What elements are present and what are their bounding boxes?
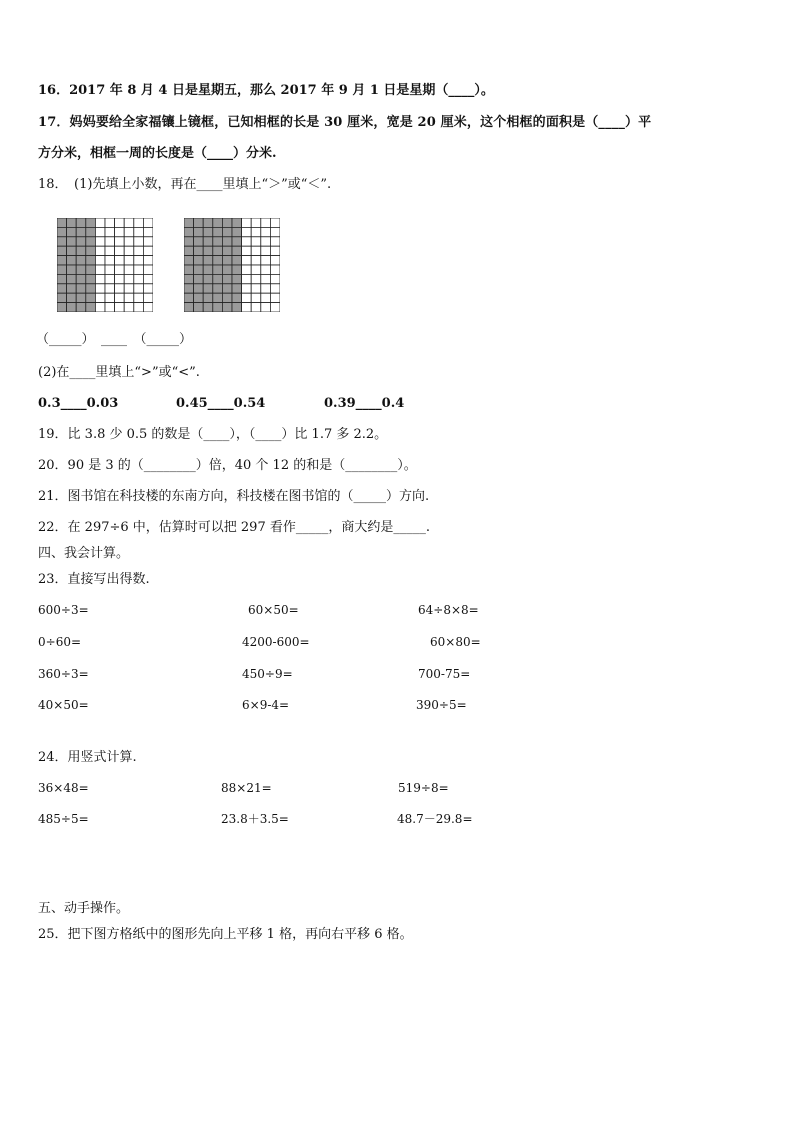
question-17-line-2: 方分米，相框一周的长度是（____）分米. xyxy=(38,146,277,161)
grid-cell-shaded xyxy=(86,237,96,246)
grid-cell-shaded xyxy=(184,246,194,255)
grid-cell xyxy=(143,303,153,312)
grid-cell xyxy=(105,227,115,236)
grid-cell xyxy=(261,227,271,236)
q23-item: 60×50= xyxy=(248,603,299,617)
grid-cell xyxy=(115,218,125,227)
grid-cell xyxy=(251,274,261,283)
grid-cell xyxy=(143,284,153,293)
grid-cell xyxy=(261,303,271,312)
grid-cell-shaded xyxy=(67,303,77,312)
grid-cell-shaded xyxy=(67,237,77,246)
grid-cell xyxy=(242,237,252,246)
grid-cell xyxy=(105,246,115,255)
grid-cell-shaded xyxy=(203,284,213,293)
grid-cell-shaded xyxy=(222,303,232,312)
grid-cell xyxy=(95,274,105,283)
grid-cell-shaded xyxy=(213,227,223,236)
grid-cell-shaded xyxy=(86,293,96,302)
grid-cell-shaded xyxy=(203,274,213,283)
grid-cell-shaded xyxy=(222,218,232,227)
grid-cell-shaded xyxy=(184,256,194,265)
grid-cell xyxy=(124,256,134,265)
grid-cell xyxy=(105,303,115,312)
grid-cell xyxy=(124,218,134,227)
grid-cell xyxy=(143,274,153,283)
grid-cell xyxy=(105,265,115,274)
grid-cell xyxy=(124,265,134,274)
grid-cell xyxy=(115,284,125,293)
grid-cell-shaded xyxy=(213,284,223,293)
grid-cell xyxy=(95,293,105,302)
grid-cell-shaded xyxy=(222,293,232,302)
grid-cell xyxy=(270,227,280,236)
grid-cell-shaded xyxy=(67,293,77,302)
grid-cell-shaded xyxy=(57,218,67,227)
grid-cell-shaded xyxy=(232,284,242,293)
grid-cell xyxy=(251,218,261,227)
grid-cell xyxy=(95,303,105,312)
q23-item: 64÷8×8= xyxy=(418,603,479,617)
grid-cell-shaded xyxy=(67,284,77,293)
question-20: 20．90 是 3 的（________）倍，40 个 12 的和是（________）。 xyxy=(38,458,417,473)
section-5-heading: 五、动手操作。 xyxy=(38,901,130,916)
grid-cell-shaded xyxy=(184,284,194,293)
grid-cell xyxy=(134,293,144,302)
grid-cell-shaded xyxy=(222,246,232,255)
grid-cell-shaded xyxy=(232,293,242,302)
grid-cell xyxy=(105,293,115,302)
grid-cell xyxy=(124,227,134,236)
grid-cell-shaded xyxy=(213,218,223,227)
grid-cell-shaded xyxy=(184,303,194,312)
grid-cell xyxy=(124,246,134,255)
grid-cell-shaded xyxy=(232,237,242,246)
grid-cell xyxy=(95,237,105,246)
grid-cell xyxy=(270,237,280,246)
grid-cell xyxy=(261,256,271,265)
q24-item: 88×21= xyxy=(221,781,272,795)
question-25: 25．把下图方格纸中的图形先向上平移 1 格，再向右平移 6 格。 xyxy=(38,927,413,942)
grid-cell-shaded xyxy=(86,265,96,274)
grid-cell-shaded xyxy=(203,293,213,302)
grid-cell xyxy=(124,237,134,246)
grid-cell-shaded xyxy=(57,303,67,312)
grid-cell-shaded xyxy=(76,303,86,312)
grid-cell-shaded xyxy=(232,303,242,312)
grid-cell xyxy=(105,284,115,293)
grid-cell-shaded xyxy=(67,227,77,236)
grid-cell-shaded xyxy=(57,284,67,293)
grid-cell xyxy=(143,256,153,265)
grid-cell xyxy=(143,227,153,236)
grid-cell-shaded xyxy=(76,218,86,227)
grid-cell-shaded xyxy=(203,246,213,255)
grid-cell-shaded xyxy=(194,293,204,302)
grid-cell-shaded xyxy=(184,218,194,227)
grid-cell xyxy=(242,293,252,302)
grid-cell xyxy=(115,237,125,246)
grid-cell-shaded xyxy=(232,265,242,274)
grid-cell-shaded xyxy=(232,274,242,283)
grid-cell xyxy=(242,274,252,283)
grid-cell-shaded xyxy=(213,303,223,312)
grid-cell xyxy=(251,246,261,255)
grid-cell xyxy=(261,293,271,302)
grid-cell-shaded xyxy=(57,265,67,274)
q23-item: 4200-600= xyxy=(242,635,310,649)
grid-cell xyxy=(115,265,125,274)
comparison-1: 0.3____0.03 xyxy=(38,396,119,411)
grid-cell-shaded xyxy=(194,274,204,283)
grid-cell-shaded xyxy=(194,246,204,255)
grid-cell-shaded xyxy=(86,227,96,236)
grid-cell-shaded xyxy=(57,227,67,236)
question-19: 19．比 3.8 少 0.5 的数是（____），（____）比 1.7 多 2.2。 xyxy=(38,427,388,442)
grid-cell-shaded xyxy=(67,274,77,283)
grid-cell-shaded xyxy=(232,218,242,227)
section-4-heading: 四、我会计算。 xyxy=(38,546,130,561)
q24-item: 485÷5= xyxy=(38,812,89,826)
grid-cell-shaded xyxy=(86,246,96,255)
grid-cell-shaded xyxy=(222,256,232,265)
grid-cell-shaded xyxy=(232,246,242,255)
grid-cell xyxy=(251,227,261,236)
grid-cell xyxy=(124,284,134,293)
grid-cell xyxy=(242,256,252,265)
grid-cell-shaded xyxy=(213,274,223,283)
grid-cell xyxy=(270,293,280,302)
grid-cell xyxy=(105,274,115,283)
q24-item: 36×48= xyxy=(38,781,89,795)
grid-cell-shaded xyxy=(194,256,204,265)
q24-item: 48.7－29.8= xyxy=(397,812,473,826)
grid-cell-shaded xyxy=(67,246,77,255)
question-23-title: 23．直接写出得数. xyxy=(38,572,150,587)
grid-cell xyxy=(261,265,271,274)
grid-cell-shaded xyxy=(86,284,96,293)
q23-item: 360÷3= xyxy=(38,667,89,681)
comparison-3: 0.39____0.4 xyxy=(324,396,405,411)
question-22: 22．在 297÷6 中，估算时可以把 297 看作_____，商大约是_____. xyxy=(38,520,430,535)
grid-cell xyxy=(124,293,134,302)
grid-cell-shaded xyxy=(184,274,194,283)
grid-cell-shaded xyxy=(86,218,96,227)
grid-cell xyxy=(143,237,153,246)
q23-item: 60×80= xyxy=(430,635,481,649)
grid-cell-shaded xyxy=(222,227,232,236)
q23-item: 450÷9= xyxy=(242,667,293,681)
q23-item: 0÷60= xyxy=(38,635,82,649)
grid-cell-shaded xyxy=(57,293,67,302)
grid-cell-shaded xyxy=(222,274,232,283)
grid-cell-shaded xyxy=(222,265,232,274)
grid-cell-shaded xyxy=(76,227,86,236)
grid-cell-shaded xyxy=(203,256,213,265)
grid-cell xyxy=(261,218,271,227)
grid-cell xyxy=(134,284,144,293)
q23-item: 6×9-4= xyxy=(242,698,290,712)
grid-cell xyxy=(261,284,271,293)
grid-cell-shaded xyxy=(194,265,204,274)
grid-cell xyxy=(95,256,105,265)
grid-cell-shaded xyxy=(203,303,213,312)
grid-cell xyxy=(124,303,134,312)
grid-cell-shaded xyxy=(194,237,204,246)
grid-cell xyxy=(134,218,144,227)
grid-cell-shaded xyxy=(57,274,67,283)
grid-cell xyxy=(251,303,261,312)
grid-cell xyxy=(134,237,144,246)
q23-item: 700-75= xyxy=(418,667,471,681)
question-21: 21．图书馆在科技楼的东南方向，科技楼在图书馆的（_____）方向. xyxy=(38,489,430,504)
grid-cell xyxy=(115,274,125,283)
grid-cell xyxy=(134,274,144,283)
grid-cell-shaded xyxy=(232,256,242,265)
grid-cell xyxy=(95,284,105,293)
grid-cell xyxy=(251,284,261,293)
question-17-line-1: 17．妈妈要给全家福镶上镜框，已知相框的长是 30 厘米，宽是 20 厘米，这个相框的面积是（____）平 xyxy=(38,115,652,130)
question-24-title: 24．用竖式计算. xyxy=(38,750,137,765)
grid-cell-shaded xyxy=(67,218,77,227)
decimal-grid-right xyxy=(184,218,280,312)
grid-cell-shaded xyxy=(194,218,204,227)
grid-cell-shaded xyxy=(76,284,86,293)
grid-cell xyxy=(115,227,125,236)
grid-cell xyxy=(242,218,252,227)
grid-cell xyxy=(270,246,280,255)
grid-cell xyxy=(105,237,115,246)
grid-cell-shaded xyxy=(232,227,242,236)
grid-cell xyxy=(251,265,261,274)
grid-cell-shaded xyxy=(194,227,204,236)
grid-cell-shaded xyxy=(184,293,194,302)
grid-cell xyxy=(115,293,125,302)
grid-cell xyxy=(115,256,125,265)
grid-cell-shaded xyxy=(57,256,67,265)
grid-cell xyxy=(143,293,153,302)
grid-cell-shaded xyxy=(203,265,213,274)
grid-cell xyxy=(143,218,153,227)
grid-cell xyxy=(124,274,134,283)
grid-cell-shaded xyxy=(67,256,77,265)
grid-cell xyxy=(251,256,261,265)
grid-cell-shaded xyxy=(203,227,213,236)
grid-cell xyxy=(134,265,144,274)
grid-cell-shaded xyxy=(184,227,194,236)
grid-cell-shaded xyxy=(203,237,213,246)
grid-cell-shaded xyxy=(76,246,86,255)
grid-cell-shaded xyxy=(76,274,86,283)
grid-cell-shaded xyxy=(203,218,213,227)
grid-cell-shaded xyxy=(67,265,77,274)
grid-cell xyxy=(95,265,105,274)
grid-cell-shaded xyxy=(86,274,96,283)
q23-item: 390÷5= xyxy=(416,698,467,712)
grid-cell-shaded xyxy=(213,256,223,265)
grid-cell-shaded xyxy=(222,237,232,246)
grid-cell xyxy=(95,218,105,227)
question-18-heading: 18． (1)先填上小数，再在____里填上“＞”或“＜”. xyxy=(38,177,332,192)
grid-cell xyxy=(270,274,280,283)
grid-cell-shaded xyxy=(213,293,223,302)
grid-cell-shaded xyxy=(194,303,204,312)
grid-cell-shaded xyxy=(86,256,96,265)
question-18-part-2: (2)在____里填上“>”或“<”. xyxy=(38,365,200,380)
grid-cell xyxy=(134,227,144,236)
grid-cell-shaded xyxy=(184,237,194,246)
grid-cell xyxy=(242,265,252,274)
grid-cell xyxy=(270,265,280,274)
grid-cell xyxy=(270,284,280,293)
grid-cell-shaded xyxy=(57,237,67,246)
q24-item: 23.8＋3.5= xyxy=(221,812,289,826)
grid-cell-shaded xyxy=(194,284,204,293)
grid-cell xyxy=(134,303,144,312)
grid-cell xyxy=(115,303,125,312)
grid-cell xyxy=(261,246,271,255)
grid-cell xyxy=(242,284,252,293)
grid-cell xyxy=(251,293,261,302)
grid-cell-shaded xyxy=(222,284,232,293)
grid-cell xyxy=(105,218,115,227)
grid-cell-shaded xyxy=(213,265,223,274)
grid-cell xyxy=(115,246,125,255)
grid-cell xyxy=(270,303,280,312)
grid-cell-shaded xyxy=(76,237,86,246)
grid-cell xyxy=(242,227,252,236)
grid-cell xyxy=(251,237,261,246)
q23-item: 40×50= xyxy=(38,698,89,712)
grid-cell-shaded xyxy=(213,246,223,255)
grid-cell-shaded xyxy=(57,246,67,255)
grid-cell-shaded xyxy=(86,303,96,312)
grid-cell-shaded xyxy=(76,293,86,302)
grid-cell xyxy=(242,303,252,312)
comparison-2: 0.45____0.54 xyxy=(176,396,266,411)
question-18-blanks: （_____） ____ （_____） xyxy=(36,332,193,347)
question-16: 16．2017 年 8 月 4 日是星期五，那么 2017 年 9 月 1 日是星期（____）。 xyxy=(38,83,494,98)
q23-item: 600÷3= xyxy=(38,603,89,617)
grid-cell xyxy=(95,227,105,236)
grid-cell xyxy=(134,246,144,255)
grid-cell xyxy=(242,246,252,255)
grid-cell-shaded xyxy=(76,256,86,265)
grid-cell xyxy=(105,256,115,265)
grid-cell-shaded xyxy=(184,265,194,274)
grid-cell xyxy=(143,265,153,274)
grid-cell xyxy=(261,274,271,283)
grid-cell-shaded xyxy=(76,265,86,274)
grid-cell xyxy=(143,246,153,255)
grid-cell xyxy=(134,256,144,265)
q24-item: 519÷8= xyxy=(398,781,449,795)
grid-cell xyxy=(95,246,105,255)
grid-cell-shaded xyxy=(213,237,223,246)
decimal-grid-left xyxy=(57,218,153,312)
grid-cell xyxy=(270,218,280,227)
grid-cell xyxy=(270,256,280,265)
grid-cell xyxy=(261,237,271,246)
